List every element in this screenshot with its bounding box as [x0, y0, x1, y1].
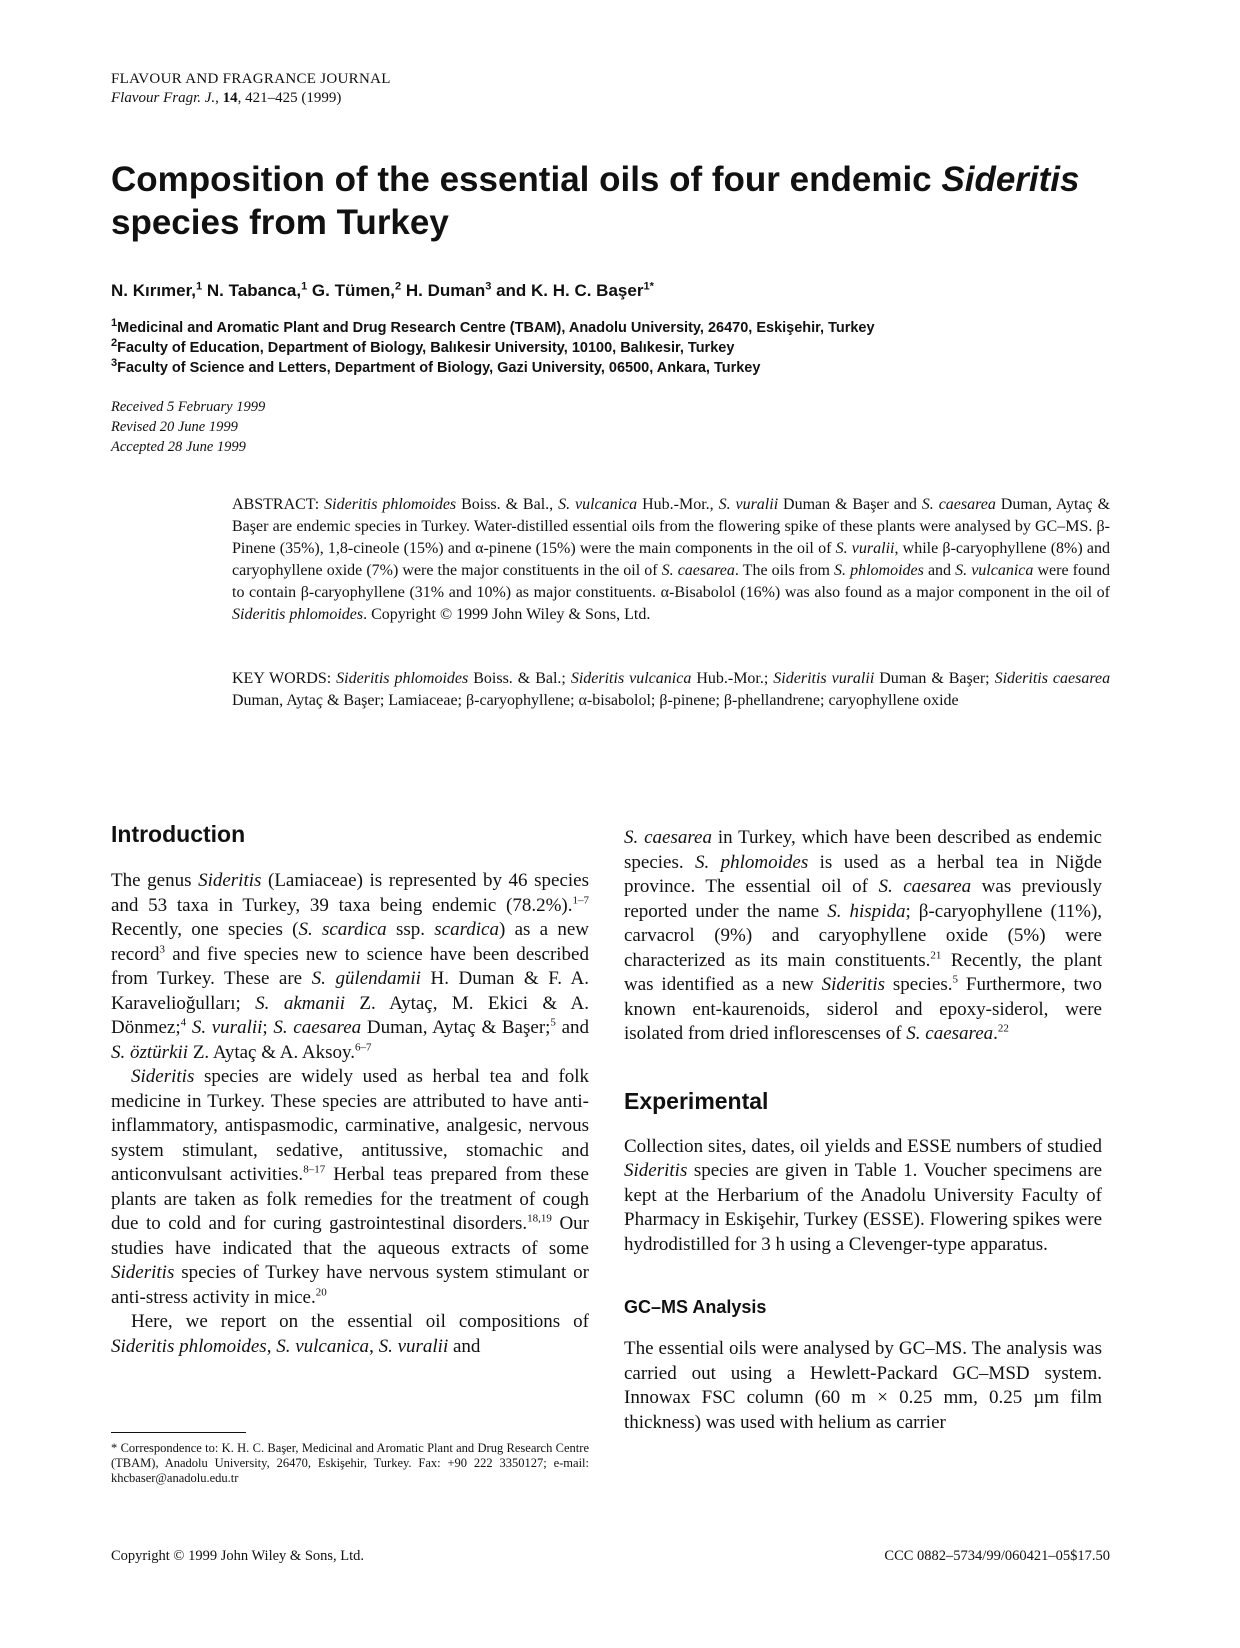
- author-affil-mark: 2: [395, 280, 402, 293]
- keyword-species: Sideritis vulcanica: [570, 670, 692, 687]
- gcms-paragraph: The essential oils were analysed by GC–MS. The analysis was carried out using a Hewlett-Packard GC–MSD system. Innowax FSC column (60 m × 0.25 mm, 0.25 µm film thickness) was used with helium as carrier: [624, 1338, 1102, 1433]
- species-name: S. öztürkii: [111, 1041, 189, 1063]
- affiliation-text: Faculty of Science and Letters, Department of Biology, Gazi University, 06500, Ankara, Turkey: [117, 360, 761, 376]
- footnote-divider: [111, 1432, 246, 1433]
- text: Herbal teas prepared from these plants are taken as folk remedies for the treatment of cough due to cold and for curing gastrointestinal disorders.: [111, 1164, 589, 1234]
- species-name: S. vulcanica: [276, 1335, 370, 1357]
- affiliation-num: 1: [111, 317, 118, 330]
- footer-ccc-code: CCC 0882–5734/99/060421–05$17.50: [884, 1548, 1110, 1564]
- affiliation-num: 3: [111, 357, 118, 370]
- journal-header: [111, 70, 391, 108]
- keyword-species: Sideritis vuralii: [773, 670, 875, 687]
- species-name: S. vuralii: [378, 1335, 449, 1357]
- text: is used as a herbal tea in Niğde province. The essential oil of: [624, 851, 1102, 897]
- journal-citation: Flavour Fragr. J., 14, 421–425 (1999): [111, 90, 342, 106]
- citation-ref: 5: [550, 1016, 556, 1029]
- text: species.: [885, 974, 953, 995]
- author-name: N. Tabanca,: [202, 281, 302, 300]
- abstract-text: Hub.-Mor.,: [637, 496, 719, 513]
- citation-ref: 1–7: [572, 894, 589, 907]
- species-name: S. vuralii: [191, 1017, 263, 1038]
- citation-ref: 5: [952, 973, 958, 986]
- species-name: S. phlomoides: [695, 851, 809, 873]
- text: Duman, Aytaç & Başer;: [361, 1017, 551, 1038]
- text: was previously reported under the name: [624, 876, 1102, 922]
- species-name: scardica: [434, 919, 499, 940]
- text: Recently, the plant was identified as a new: [624, 949, 1102, 995]
- author-name: G. Tümen,: [307, 281, 396, 300]
- affiliation: [111, 338, 875, 358]
- affiliation: [111, 358, 875, 378]
- species-name: S. gülendamii: [311, 968, 421, 989]
- citation-ref: 4: [180, 1016, 187, 1029]
- species-name: S. hispida: [827, 900, 906, 922]
- species-name: S. caesarea: [661, 562, 735, 579]
- species-name: Sideritis: [111, 1262, 175, 1283]
- species-name: S. caesarea: [906, 1023, 994, 1044]
- author-affil-mark: 3: [485, 280, 492, 293]
- text: Collection sites, dates, oil yields and ESSE numbers of studied: [624, 1135, 1102, 1157]
- text: species are widely used as herbal tea and folk medicine in Turkey. These species are attributed to have anti-inflammatory, antispasmodic, carminative, analgesic, nervous system stimulant, sedative, antitussive, stomachic and anticonvulsant activities.: [111, 1066, 589, 1185]
- citation-ref: 3: [159, 943, 166, 956]
- keywords-text: Hub.-Mor.;: [691, 670, 774, 687]
- text: ,: [266, 1335, 277, 1357]
- species-name: S. akmanii: [255, 992, 346, 1014]
- species-name: S. vuralii: [718, 496, 779, 513]
- introduction-heading: Introduction: [111, 821, 246, 847]
- title-italic: Sideritis: [941, 160, 1080, 199]
- journal-name: FLAVOUR AND FRAGRANCE JOURNAL: [111, 71, 391, 87]
- abstract-text: Duman & Başer and: [778, 496, 922, 513]
- citation-ref: 22: [997, 1022, 1009, 1035]
- species-name: S. caesarea: [921, 496, 996, 513]
- left-column: [111, 820, 589, 1359]
- species-name: Sideritis phlomoides: [111, 1335, 267, 1357]
- species-name: S. vuralii: [835, 540, 895, 557]
- keywords-text: Duman, Aytaç & Başer; Lamiaceae; β-caryophyllene; α-bisabolol; β-pinene; β-phellandrene; caryophyllene oxide: [232, 692, 959, 709]
- text: ) as a new record: [111, 919, 589, 965]
- abstract: [232, 494, 1110, 626]
- text: and: [555, 1017, 590, 1038]
- text: ,: [369, 1335, 379, 1357]
- text: H. Duman & F. A. Karavelioğulları;: [111, 968, 589, 1014]
- author-affil-mark: 1: [301, 280, 308, 293]
- species-name: Sideritis: [131, 1066, 195, 1087]
- text: species of Turkey have nervous system stimulant or anti-stress activity in mice.: [111, 1262, 589, 1308]
- title-part1: Composition of the essential oils of four endemic: [111, 160, 942, 199]
- author-name: H. Duman: [401, 281, 486, 300]
- keywords-text: Boiss. & Bal.;: [468, 670, 571, 687]
- keywords: [232, 668, 1110, 712]
- keyword-species: Sideritis phlomoides: [336, 670, 469, 687]
- received-date: Received 5 February 1999: [111, 399, 266, 415]
- intro-paragraph-3: [111, 1310, 589, 1359]
- text: and: [448, 1335, 481, 1357]
- author-affil-mark: 1*: [643, 280, 654, 293]
- footer-copyright: Copyright © 1999 John Wiley & Sons, Ltd.: [111, 1548, 365, 1564]
- text: Our studies have indicated that the aqueous extracts of some: [111, 1213, 589, 1259]
- abstract-text: . The oils from: [734, 562, 834, 579]
- intro-paragraph-1: [111, 869, 589, 1065]
- keywords-text: Duman & Başer;: [874, 670, 995, 687]
- author-list: [111, 281, 654, 301]
- species-name: S. vulcanica: [955, 562, 1034, 579]
- affiliation: [111, 318, 875, 338]
- text: ;: [262, 1017, 274, 1038]
- citation-ref: 20: [315, 1286, 327, 1299]
- abstract-text: were found to contain β-caryophyllene (31% and 10%) as major constituents. α-Bisabolol (16%) was also found as a major component in the oil of: [232, 562, 1110, 601]
- intro-paragraph-2: [111, 1065, 589, 1310]
- species-name: S. vulcanica: [558, 496, 638, 513]
- keyword-species: Sideritis caesarea: [994, 670, 1111, 687]
- correspondence-footnote: * Correspondence to: K. H. C. Başer, Medicinal and Aromatic Plant and Drug Research Centre (TBAM), Anadolu University, 26470, Eskişehir, Turkey. Fax: +90 222 3350127; e-mail: khcbaser@anadolu.edu.tr: [111, 1441, 589, 1485]
- author-affil-mark: 1: [196, 280, 203, 293]
- citation-ref: 6–7: [355, 1041, 372, 1054]
- text: Recently, one species (: [111, 919, 299, 940]
- species-name: Sideritis: [821, 974, 885, 995]
- abstract-text: Boiss. & Bal.,: [456, 496, 559, 513]
- abstract-text: Duman, Aytaç & Başer are endemic species in Turkey. Water-distilled essential oils from the flowering spike of these plants were analysed by GC–MS. β-Pinene (35%), 1,8-cineole (15%) and α-pinene (15%) were the main components in the oil of: [232, 496, 1111, 557]
- species-name: S. caesarea: [273, 1017, 362, 1038]
- affiliations: [111, 318, 875, 378]
- citation-ref: 21: [930, 949, 942, 962]
- affiliation-num: 2: [111, 337, 118, 350]
- species-name: S. scardica: [298, 919, 387, 940]
- gcms-heading: GC–MS Analysis: [624, 1297, 767, 1317]
- species-name: Sideritis phlomoides: [232, 606, 364, 623]
- intro-paragraph-3-continued: [624, 826, 1102, 1047]
- text: (Lamiaceae) is represented by 46 species and 53 taxa in Turkey, 39 taxa being endemic (78.2%).: [111, 870, 589, 916]
- text: Here, we report on the essential oil compositions of: [131, 1311, 589, 1332]
- citation-ref: 8–17: [303, 1163, 326, 1176]
- journal-pages: , 421–425 (1999): [237, 90, 342, 106]
- text: species are given in Table 1. Voucher specimens are kept at the Herbarium of the Anadolu University Faculty of Pharmacy in Eskişehir, Turkey (ESSE). Flowering spikes were hydrodistilled for 3 h using a Clevenger-type apparatus.: [624, 1160, 1102, 1255]
- journal-abbrev: Flavour Fragr. J.: [111, 90, 216, 106]
- species-name: Sideritis: [624, 1160, 688, 1181]
- abstract-label: ABSTRACT:: [232, 496, 325, 513]
- revised-date: Revised 20 June 1999: [111, 419, 238, 435]
- affiliation-text: Faculty of Education, Department of Biology, Balıkesir University, 10100, Balıkesir, Turkey: [117, 340, 735, 356]
- title-part2: species from Turkey: [111, 203, 449, 242]
- journal-volume: 14: [222, 90, 238, 106]
- author-name: and K. H. C. Başer: [491, 281, 644, 300]
- abstract-text: . Copyright © 1999 John Wiley & Sons, Ltd.: [363, 606, 651, 623]
- experimental-heading: Experimental: [624, 1087, 769, 1114]
- text: in Turkey, which have been described as endemic species.: [624, 827, 1102, 873]
- author-name: N. Kırımer,: [111, 281, 197, 300]
- history-dates: [111, 397, 265, 457]
- text: and five species new to science have been described from Turkey. These are: [111, 943, 589, 989]
- species-name: Sideritis: [198, 870, 262, 891]
- text: The genus: [111, 870, 199, 891]
- text: .: [993, 1023, 998, 1044]
- citation-ref: 18,19: [527, 1212, 552, 1225]
- abstract-text: and: [923, 562, 956, 579]
- accepted-date: Accepted 28 June 1999: [111, 439, 246, 455]
- text: Furthermore, two known ent-kaurenoids, siderol and epoxy-siderol, were isolated from dried inflorescenses of: [624, 974, 1102, 1044]
- keywords-label: KEY WORDS:: [232, 670, 337, 687]
- species-name: Sideritis phlomoides: [324, 496, 457, 513]
- text: ssp.: [386, 919, 435, 940]
- text: ; β-caryophyllene (11%), carvacrol (9%) and caryophyllene oxide (5%) were characterized as its main constituents.: [624, 900, 1103, 971]
- text: Z. Aytaç & A. Aksoy.: [188, 1041, 356, 1063]
- species-name: S. caesarea: [878, 876, 972, 897]
- right-column: [624, 826, 1102, 1435]
- species-name: S. caesarea: [624, 827, 712, 848]
- experimental-paragraph: [624, 1135, 1102, 1258]
- abstract-text: , while β-caryophyllene (8%) and caryophyllene oxide (7%) were the major constituents in the oil of: [232, 540, 1111, 579]
- affiliation-text: Medicinal and Aromatic Plant and Drug Research Centre (TBAM), Anadolu University, 26470, Eskişehir, Turkey: [117, 320, 875, 336]
- paper-title: [111, 158, 1121, 244]
- text: Z. Aytaç, M. Ekici & A. Dönmez;: [111, 992, 589, 1038]
- species-name: S. phlomoides: [834, 562, 924, 579]
